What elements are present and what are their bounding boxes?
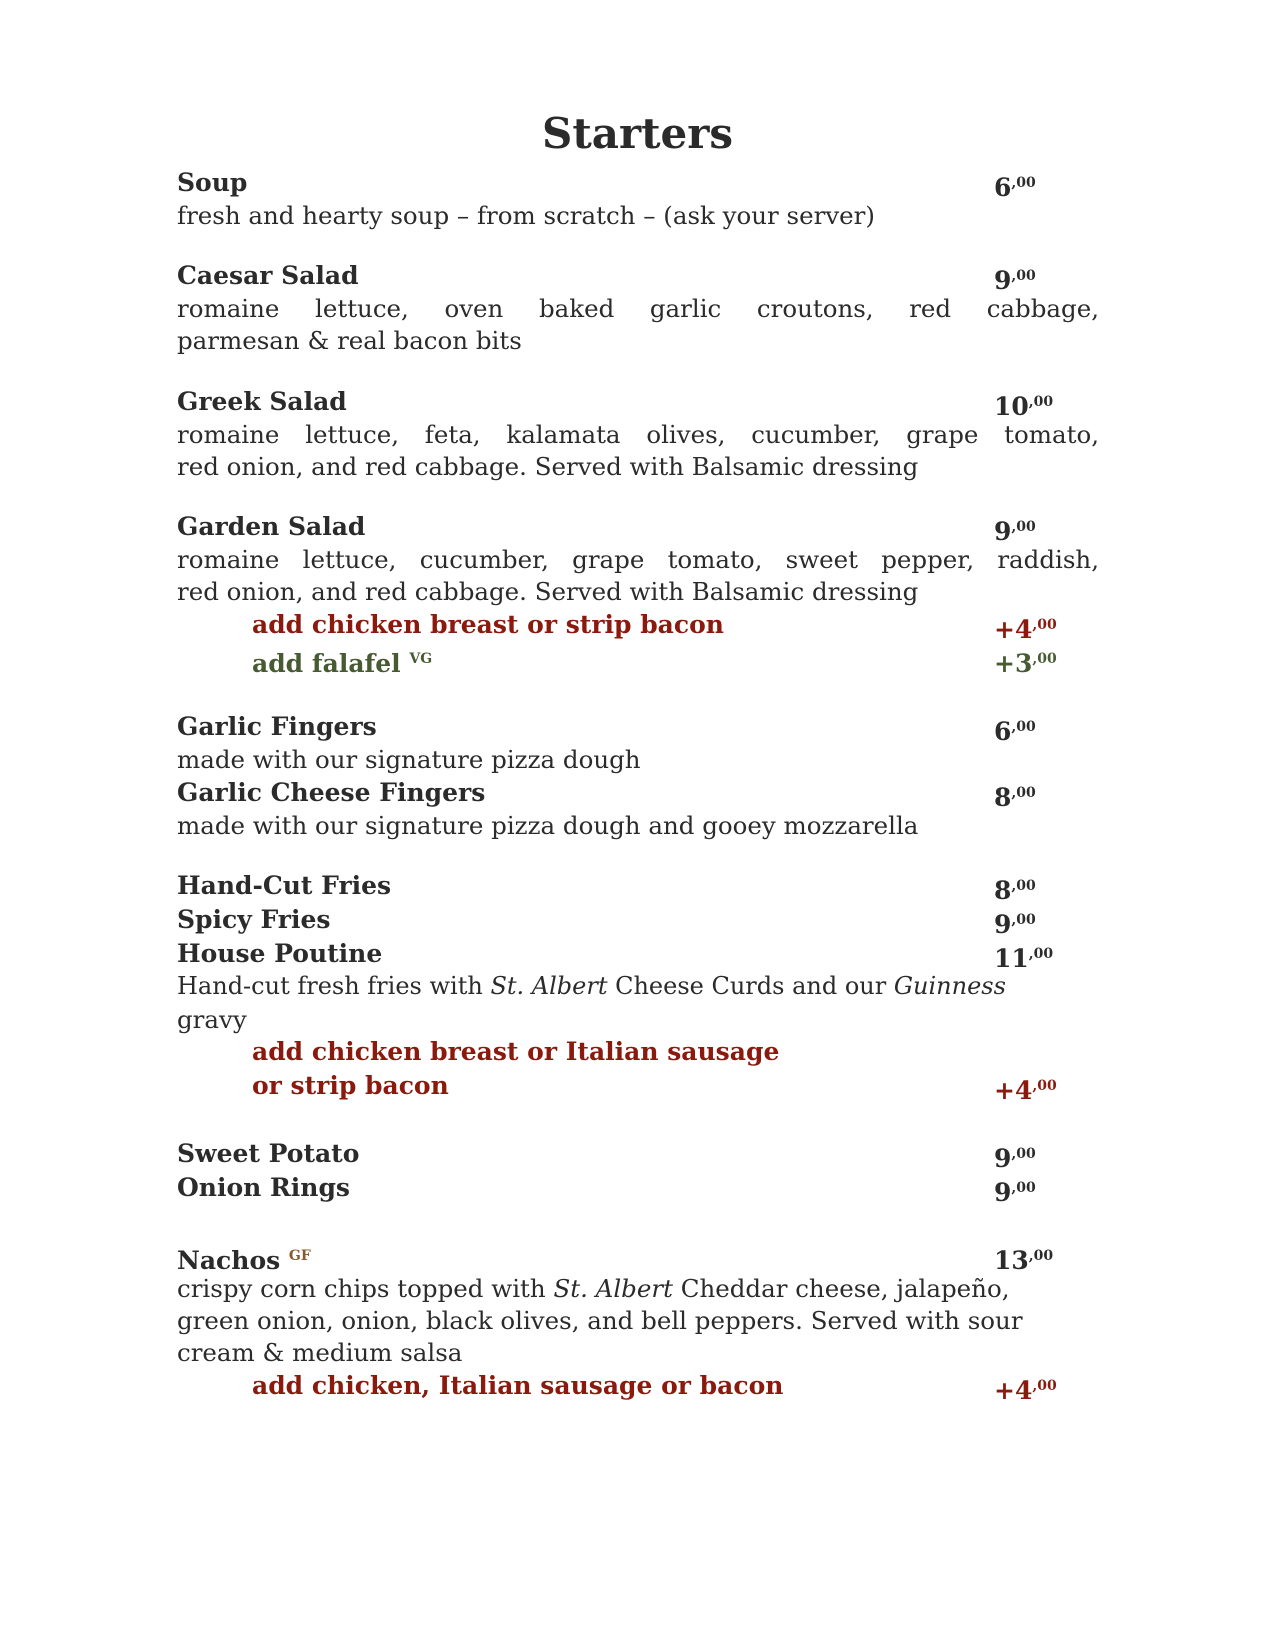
addon-falafel [252,642,1275,676]
item-price: $9^{,00}$ [994,910,1036,939]
menu-item-spicy-fries [177,903,1275,937]
item-name: Caesar Salad [177,261,359,290]
menu-item-soup [177,166,1275,200]
item-description: red onion, and red cabbage. Served with Balsamic dressing [177,577,919,606]
item-description: crispy corn chips topped with St. Albert Cheddar cheese, jalapeño, [177,1274,1010,1303]
addon-label: add chicken breast or strip bacon [252,610,724,639]
addon-poutine-protein [252,1035,1275,1069]
page-title: Starters [542,109,733,158]
item-price: $8^{,00}$ [994,876,1036,905]
item-description: made with our signature pizza dough and gooey mozzarella [177,811,919,840]
menu-item-greek-salad [177,385,1275,419]
addon-chicken-bacon [252,608,1275,642]
addon-price: $+3^{,00}$ [994,649,1057,678]
item-name: Nachos $^{GF}$ [177,1246,311,1275]
item-price: $13^{,00}$ [994,1246,1054,1275]
addon-label: add chicken, Italian sausage or bacon [252,1371,784,1400]
item-name: Hand-Cut Fries [177,871,392,900]
item-price: $9^{,00}$ [994,1178,1036,1207]
item-name: Onion Rings [177,1173,351,1202]
item-description: made with our signature pizza dough [177,745,641,774]
vegan-tag: VG [409,651,433,667]
addon-poutine-bacon [252,1069,1275,1103]
item-description: gravy [177,1005,247,1034]
menu-item-onion-rings [177,1171,1275,1205]
item-description: red onion, and red cabbage. Served with Balsamic dressing [177,452,919,481]
menu-item-garlic-fingers [177,710,1275,744]
addon-label: add falafel $^{VG}$ [252,649,433,678]
addon-label: add chicken breast or Italian sausage [252,1037,780,1066]
menu-item-nachos [177,1239,1275,1273]
item-description: romaine lettuce, cucumber, grape tomato, sweet pepper, raddish, [177,545,1099,574]
menu-item-garden-salad [177,510,1275,544]
addon-price: $+4^{,00}$ [994,1076,1057,1105]
item-name: House Poutine [177,939,383,968]
menu-item-garlic-cheese-fingers [177,776,1275,810]
addon-price: $+4^{,00}$ [994,615,1057,644]
item-price: $9^{,00}$ [994,266,1036,295]
item-price: $6^{,00}$ [994,173,1036,202]
item-name: Sweet Potato [177,1139,360,1168]
menu-item-caesar-salad [177,259,1275,293]
menu-item-sweet-potato [177,1137,1275,1171]
menu-item-hand-cut-fries [177,869,1275,903]
item-description: romaine lettuce, oven baked garlic croutons, red cabbage, [177,294,1099,323]
item-price: $6^{,00}$ [994,717,1036,746]
item-description: parmesan & real bacon bits [177,326,522,355]
item-price: $11^{,00}$ [994,944,1054,973]
item-name: Greek Salad [177,387,347,416]
item-name: Garden Salad [177,512,366,541]
gluten-free-tag: GF [288,1248,311,1264]
item-price: $8^{,00}$ [994,783,1036,812]
item-description: romaine lettuce, feta, kalamata olives, cucumber, grape tomato, [177,420,1099,449]
addon-price: $+4^{,00}$ [994,1376,1057,1405]
item-description: cream & medium salsa [177,1338,463,1367]
item-name: Soup [177,168,248,197]
item-price: $9^{,00}$ [994,1144,1036,1173]
item-name: Garlic Cheese Fingers [177,778,486,807]
item-price: $9^{,00}$ [994,517,1036,546]
item-description: fresh and hearty soup – from scratch – (ask your server) [177,201,875,230]
item-name: Spicy Fries [177,905,331,934]
addon-label: or strip bacon [252,1071,449,1100]
item-price: $10^{,00}$ [994,392,1054,421]
menu-item-house-poutine [177,937,1275,971]
item-description: green onion, onion, black olives, and bell peppers. Served with sour [177,1306,1023,1335]
item-name: Garlic Fingers [177,712,377,741]
item-description: Hand-cut fresh fries with St. Albert Cheese Curds and our Guinness [177,972,1006,1000]
addon-nachos-protein [252,1369,1275,1403]
